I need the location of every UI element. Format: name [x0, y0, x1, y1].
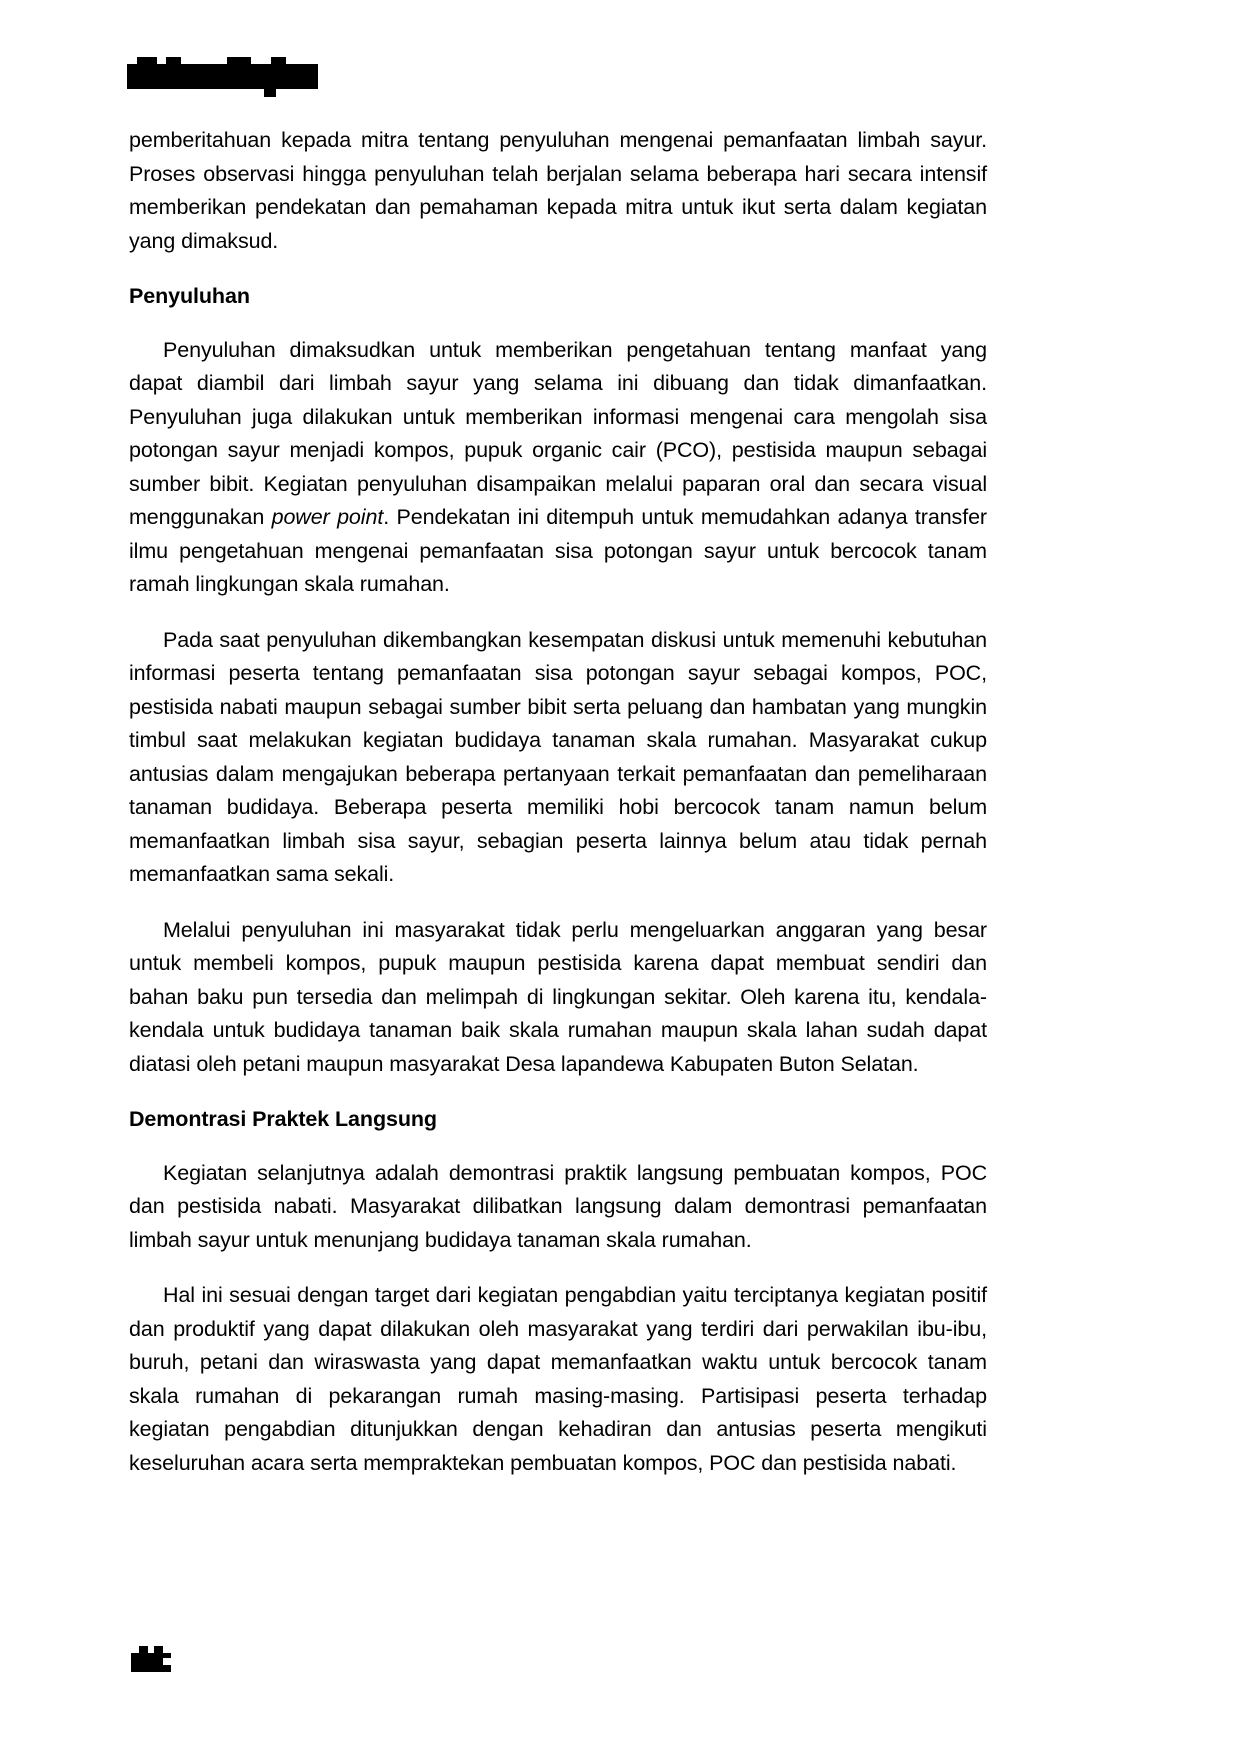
redaction-ascender-icon: [139, 1646, 148, 1654]
redaction-ascender-icon: [166, 57, 181, 66]
redaction-ascender-icon: [154, 1646, 163, 1654]
section-heading-penyuluhan: Penyuluhan: [129, 284, 250, 308]
redaction-notch-icon: [163, 1658, 171, 1665]
paragraph-2-text-before-italic: Penyuluhan dimaksudkan untuk memberikan pengetahuan tentang manfaat yang dapat diambil dari limbah sayur yang selama ini dibuang dan tidak dimanfaatkan. Penyuluhan juga dilakukan untuk memberikan informasi mengenai cara mengolah sisa potongan sayur menjadi kompos, pupuk organic cair (PCO), pestisida maupun sebagai sumber bibit. Kegiatan penyuluhan disampaikan melalui paparan oral dan secara visual menggunakan: [129, 337, 987, 529]
redaction-bar-icon: [127, 64, 318, 89]
redaction-descender-icon: [264, 88, 276, 97]
text-column: [129, 124, 987, 1502]
redacted-page-number-block: [129, 1644, 249, 1684]
paragraph-6: Hal ini sesuai dengan target dari kegiatan pengabdian yaitu terciptanya kegiatan positif dan produktif yang dapat dilakukan oleh masyarakat yang terdiri dari perwakilan ibu-ibu, buruh, petani dan wiraswasta yang dapat memanfaatkan waktu untuk bercocok tanam skala rumahan di pekarangan rumah masing-masing. Partisipasi peserta terhadap kegiatan pengabdian ditunjukkan dengan kehadiran dan antusias peserta mengikuti keseluruhan acara serta mempraktekan pembuatan kompos, POC dan pestisida nabati.: [129, 1283, 987, 1475]
redacted-header-block: [127, 55, 987, 100]
paragraph-3: Pada saat penyuluhan dikembangkan kesempatan diskusi untuk memenuhi kebutuhan informasi peserta tentang pemanfaatan sisa potongan sayur sebagai kompos, POC, pestisida nabati maupun sebagai sumber bibit serta peluang dan hambatan yang mungkin timbul saat melakukan kegiatan budidaya tanaman skala rumahan. Masyarakat cukup antusias dalam mengajukan beberapa pertanyaan terkait pemanfaatan dan pemeliharaan tanaman budidaya. Beberapa peserta memiliki hobi bercocok tanam namun belum memanfaatkan limbah sisa sayur, sebagian peserta lainnya belum atau tidak pernah memanfaatkan sama sekali.: [129, 627, 987, 886]
paragraph-2: [129, 334, 987, 602]
redaction-ascender-icon: [137, 57, 157, 66]
paragraph-4: Melalui penyuluhan ini masyarakat tidak perlu mengeluarkan anggaran yang besar untuk membeli kompos, pupuk maupun pestisida karena dapat membuat sendiri dan bahan baku pun tersedia dan melimpah di lingkungan sekitar. Oleh karena itu, kendala-kendala untuk budidaya tanaman baik skala rumahan maupun skala lahan sudah dapat diatasi oleh petani maupun masyarakat Desa lapandewa Kabupaten Buton Selatan.: [129, 917, 987, 1076]
paragraph-2-italic-term: power point: [271, 505, 384, 529]
redaction-ascender-icon: [227, 57, 251, 66]
section-heading-demontrasi-praktek-langsung: Demontrasi Praktek Langsung: [129, 1107, 437, 1131]
paragraph-2-text-after-italic: . Pendekatan ini ditempuh untuk memudahkan adanya transfer ilmu pengetahuan mengenai pemanfaatan sisa potongan sayur untuk bercocok tanam ramah lingkungan skala rumahan.: [129, 505, 987, 596]
paragraph-5: Kegiatan selanjutnya adalah demontrasi praktik langsung pembuatan kompos, POC dan pestisida nabati. Masyarakat dilibatkan langsung dalam demontrasi pemanfaatan limbah sayur untuk menunjang budidaya tanaman skala rumahan.: [129, 1160, 987, 1252]
paragraph-1: pemberitahuan kepada mitra tentang penyuluhan mengenai pemanfaatan limbah sayur. Proses observasi hingga penyuluhan telah berjalan selama beberapa hari secara intensif memberikan pendekatan dan pemahaman kepada mitra untuk ikut serta dalam kegiatan yang dimaksud.: [129, 128, 987, 253]
redaction-ascender-icon: [271, 57, 286, 66]
